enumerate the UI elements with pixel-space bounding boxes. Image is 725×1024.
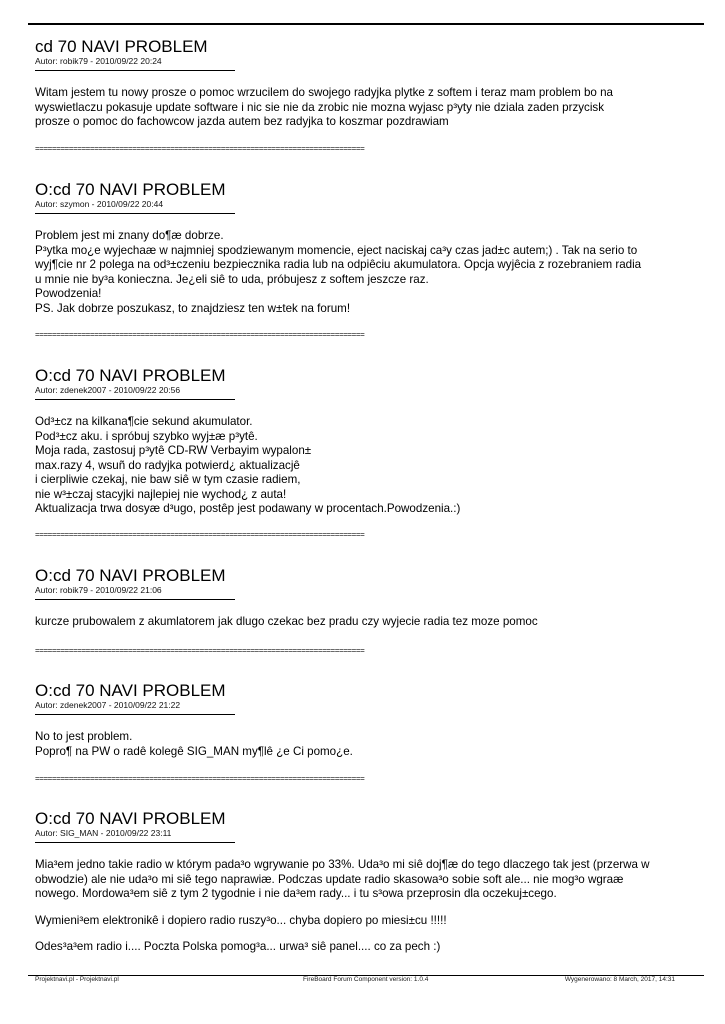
post-line: Od³±cz na kilkana¶cie sekund akumulator.	[35, 415, 253, 428]
post-body	[35, 229, 685, 316]
post-title: O:cd 70 NAVI PROBLEM	[35, 180, 226, 199]
post-line: max.razy 4, wsuñ do radyjka potwierd¿ aktualizacjê	[35, 458, 300, 472]
post-author-date: Autor: SIG_MAN - 2010/09/22 23:11	[35, 828, 172, 838]
post-author-date: Autor: zdenek2007 - 2010/09/22 21:22	[35, 700, 181, 710]
post-line: wyswietlaczu pokasuje update software i nic sie nie da zrobic nie mozna wyjasc p³yty nie dziala zaden przycisk	[35, 100, 605, 114]
post-separator: ==============================================================================	[35, 647, 365, 655]
post-author-date: Autor: szymon - 2010/09/22 20:44	[35, 199, 164, 209]
post-author-date: Autor: robik79 - 2010/09/22 21:06	[35, 585, 162, 595]
post-line: kurcze prubowalem z akumlatorem jak dlugo czekac bez pradu czy wyjecie radia tez moze pomoc	[35, 615, 538, 628]
meta-underline	[35, 213, 235, 214]
post-line: prosze o pomoc do fachowcow jazda autem bez radyjka to koszmar pozdrawiam	[35, 115, 449, 128]
post-author-date: Autor: robik79 - 2010/09/22 20:24	[35, 56, 162, 66]
post-line: nowego. Mordowa³em siê z tym 2 tygodnie i nie da³em rady... i tu s³owa przeprosin dla oczekuj±cego.	[35, 887, 557, 900]
post-title: O:cd 70 NAVI PROBLEM	[35, 681, 226, 700]
forum-post	[35, 367, 685, 517]
post-body	[35, 730, 685, 759]
blank-line	[35, 902, 685, 914]
post-separator: ==============================================================================	[35, 531, 365, 539]
post-line: nie w³±czaj stacyjki najlepiej nie wychod¿ z auta!	[35, 487, 287, 501]
post-title: cd 70 NAVI PROBLEM	[35, 37, 208, 56]
post-line: Mia³em jedno takie radio w którym pada³o wgrywanie po 33%. Uda³o mi siê doj¶æ do tego dlaczego tak jest (przerwa w	[35, 858, 650, 871]
post-line: PS. Jak dobrze poszukasz, to znajdziesz ten w±tek na forum!	[35, 301, 351, 315]
meta-underline	[35, 70, 235, 71]
post-line: Popro¶ na PW o radê kolegê SIG_MAN my¶lê ¿e Ci pomo¿e.	[35, 744, 353, 758]
top-rule	[28, 23, 704, 25]
post-line: Moja rada, zastosuj p³ytê CD-RW Verbayim wypalon±	[35, 444, 312, 457]
forum-post	[35, 181, 685, 316]
post-line: Powodzenia!	[35, 287, 102, 300]
post-line: Problem jest mi znany do¶æ dobrze.	[35, 229, 224, 242]
post-line: u mnie nie by³a konieczna. Je¿eli siê to uda, próbujesz z softem jeszcze raz.	[35, 272, 429, 286]
post-body	[35, 615, 685, 630]
footer-site: Projektnavi.pl - Projektnavi.pl	[35, 976, 119, 983]
footer-generated-date: Wygenerowano: 8 March, 2017, 14:31	[564, 976, 675, 983]
meta-underline	[35, 599, 235, 600]
post-separator: ==============================================================================	[35, 331, 365, 339]
post-line: Aktualizacja trwa dosyæ d³ugo, postêp jest podawany w procentach.Powodzenia.:)	[35, 502, 461, 515]
post-title: O:cd 70 NAVI PROBLEM	[35, 566, 226, 585]
forum-post	[35, 810, 685, 955]
meta-underline	[35, 714, 235, 715]
post-separator: ==============================================================================	[35, 145, 365, 153]
page-footer	[35, 976, 675, 988]
post-title: O:cd 70 NAVI PROBLEM	[35, 366, 226, 385]
post-line: wyj¶cie nr 2 polega na od³±czeniu bezpiecznika radia lub na odpiêciu akumulatora. Opcja wyjêcia z rozebraniem radia	[35, 258, 642, 271]
post-line: obwodzie) ale nie uda³o mi siê tego naprawiæ. Podczas update radio skasowa³o sobie soft ale... nie mog³o wgraæ	[35, 872, 624, 886]
post-separator: ==============================================================================	[35, 775, 365, 783]
post-line: i cierpliwie czekaj, nie baw siê w tym czasie radiem,	[35, 473, 301, 486]
post-body	[35, 415, 685, 517]
post-line: No to jest problem.	[35, 730, 133, 743]
post-author-date: Autor: zdenek2007 - 2010/09/22 20:56	[35, 385, 181, 395]
forum-post	[35, 567, 685, 630]
post-line: Odes³a³em radio i.... Poczta Polska pomog³a... urwa³ siê panel.... co za pech :)	[35, 940, 441, 953]
post-body	[35, 86, 685, 130]
post-line: Wymieni³em elektronikê i dopiero radio ruszy³o... chyba dopiero po miesi±cu !!!!!	[35, 913, 447, 927]
forum-post	[35, 38, 685, 130]
meta-underline	[35, 842, 235, 843]
post-line: Witam jestem tu nowy prosze o pomoc wrzucilem do swojego radyjka plytke z softem i teraz mam problem bo na	[35, 86, 613, 99]
meta-underline	[35, 399, 235, 400]
footer-component-version: FireBoard Forum Component version: 1.0.4	[303, 976, 429, 983]
post-line: P³ytka mo¿e wyjechaæ w najmniej spodziewanym momencie, eject naciskaj ca³y czas jad±c autem;) . Tak na serio to	[35, 243, 638, 257]
post-body	[35, 858, 685, 955]
post-title: O:cd 70 NAVI PROBLEM	[35, 809, 226, 828]
post-line: Pod³±cz aku. i spróbuj szybko wyj±æ p³ytê.	[35, 429, 258, 443]
blank-line	[35, 928, 685, 940]
forum-post	[35, 682, 685, 759]
